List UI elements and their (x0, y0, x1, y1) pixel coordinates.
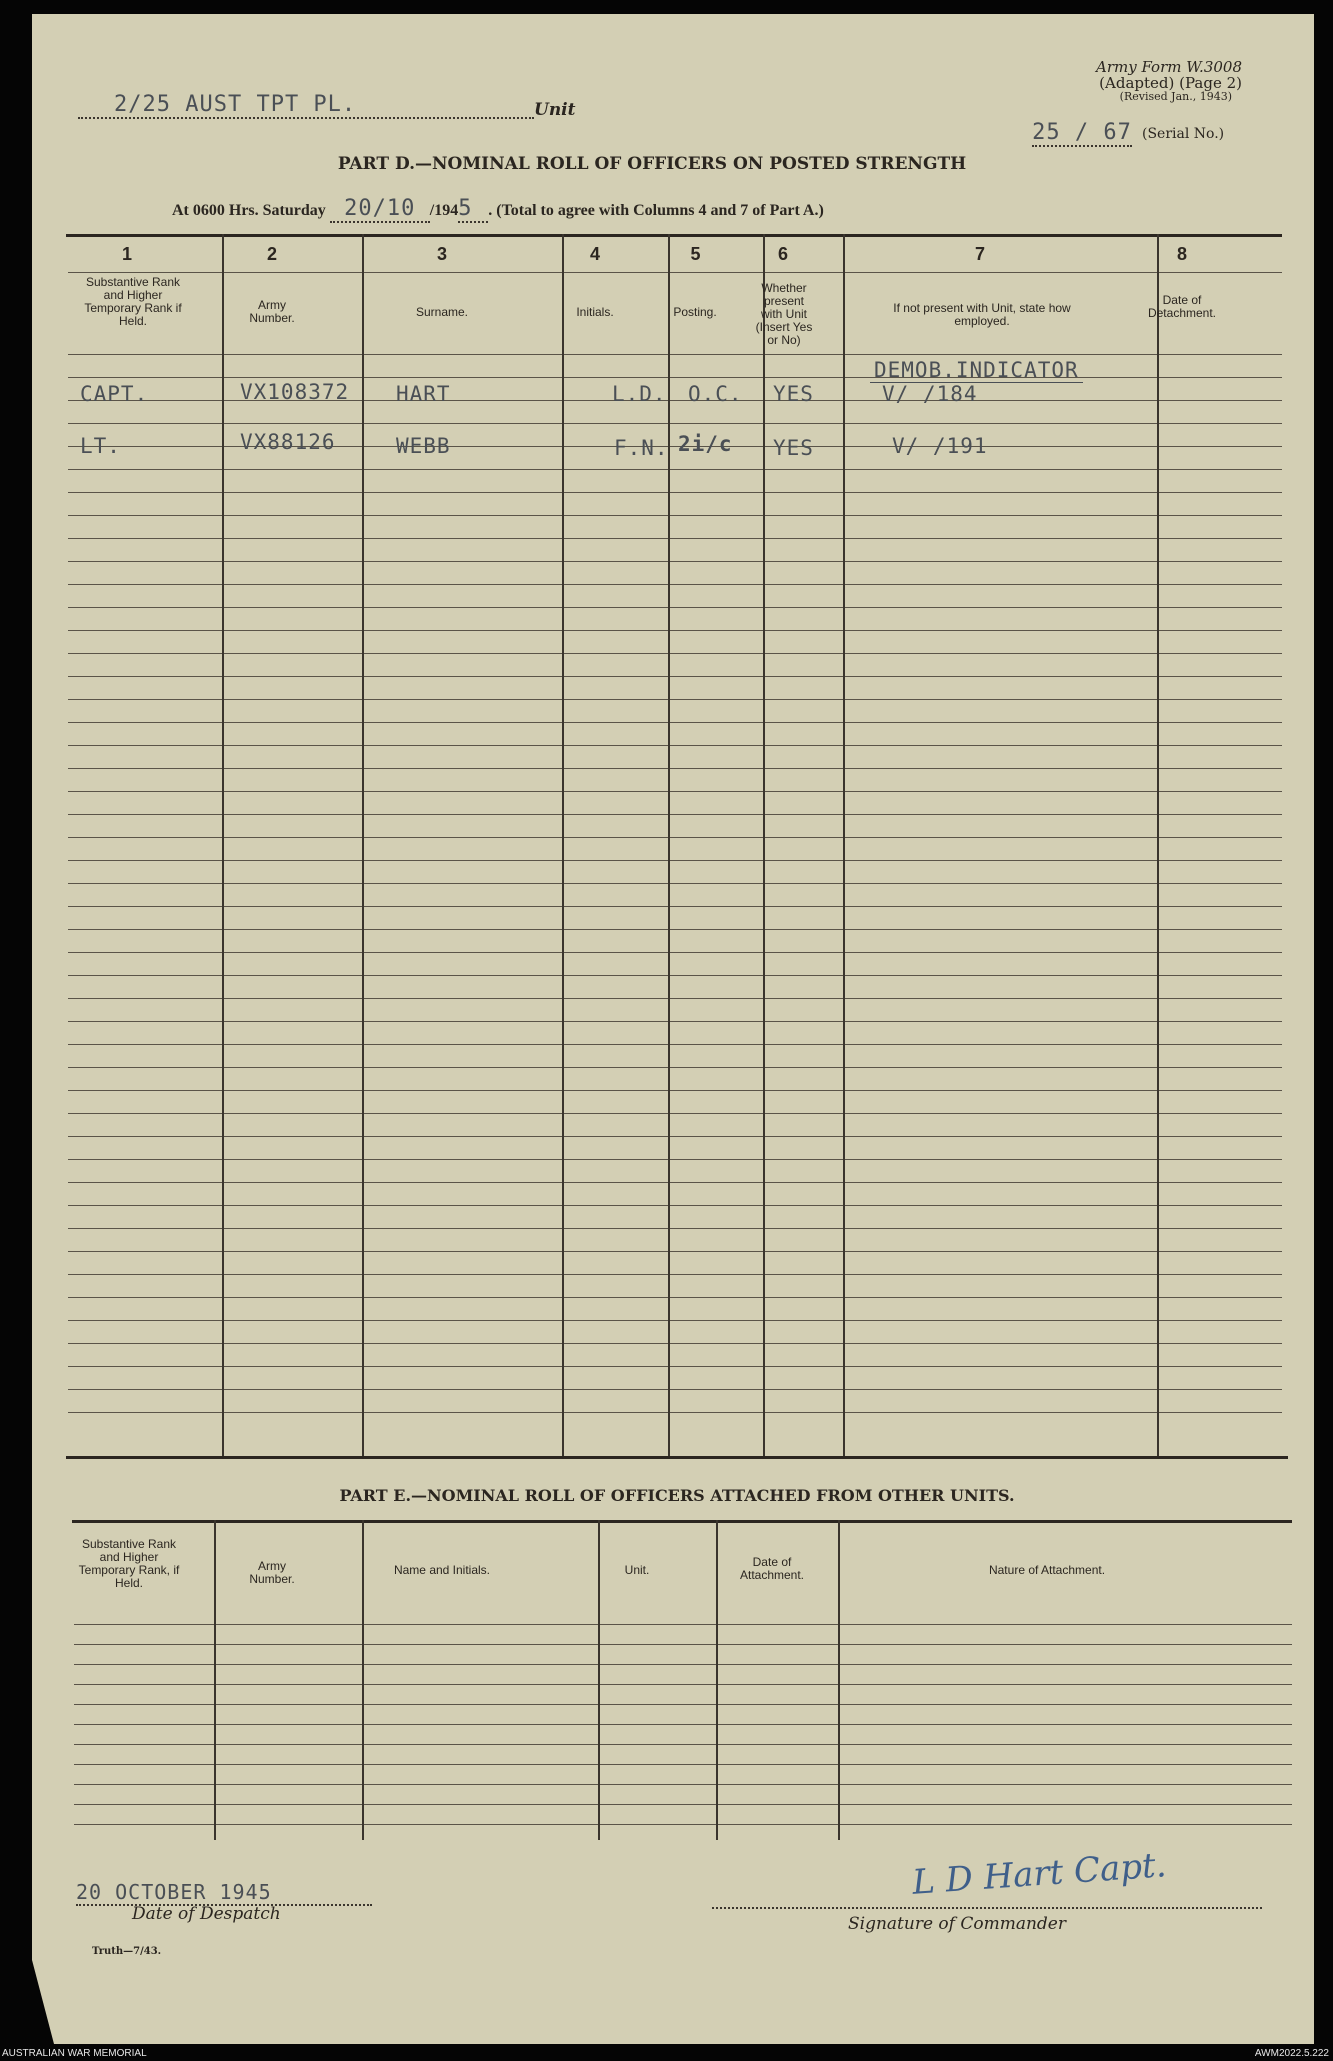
row2-rank: LT. (80, 434, 121, 458)
year-digit: 5 (458, 196, 488, 223)
ruled-line (68, 561, 1282, 562)
row2-initials: F.N. (614, 436, 669, 460)
ruled-line (68, 883, 1282, 884)
column-divider (562, 234, 564, 1456)
col-num-5: 5 (690, 244, 701, 264)
ruled-line (74, 1704, 1292, 1705)
ruled-line (68, 653, 1282, 654)
row2-present: YES (773, 436, 814, 460)
unit-value: 2/25 AUST TPT PL. (78, 92, 534, 119)
ruled-line (68, 929, 1282, 930)
archive-right: AWM2022.5.222 (1254, 2048, 1329, 2059)
ruled-line (68, 814, 1282, 815)
e-header-date-attachment: Date of Attachment. (739, 1555, 805, 1582)
ruled-line (74, 1824, 1292, 1825)
row1-present: YES (773, 382, 814, 406)
column-divider (1157, 234, 1159, 1456)
col-num-8: 8 (1176, 244, 1187, 264)
ruled-line (68, 492, 1282, 493)
ruled-line (68, 768, 1282, 769)
col-header-detachment: Date of Detachment. (1147, 293, 1217, 320)
ruled-line (68, 1251, 1282, 1252)
ruled-line (74, 1744, 1292, 1745)
row1-posting: O.C. (688, 382, 743, 406)
col-num-1: 1 (121, 244, 132, 264)
serial-label: (Serial No.) (1142, 126, 1225, 142)
header-separator (68, 272, 1282, 273)
form-name: Army Form W.3008 (1096, 58, 1242, 76)
e-header-unit: Unit. (624, 1563, 650, 1577)
col-header-posting: Posting. (673, 305, 717, 319)
ruled-line (74, 1684, 1292, 1685)
ruled-line (68, 1343, 1282, 1344)
year-prefix: /194 (429, 202, 459, 219)
col-num-6: 6 (777, 244, 788, 264)
col-header-army-number: Army Number. (249, 298, 295, 325)
ruled-line (68, 699, 1282, 700)
demob-indicator: DEMOB.INDICATOR (870, 358, 1083, 383)
form-page (32, 14, 1314, 2044)
ruled-line (68, 1320, 1282, 1321)
ruled-line (68, 423, 1282, 424)
ruled-line (68, 975, 1282, 976)
form-adapted: (Adapted) (Page 2) (1099, 74, 1242, 92)
ruled-line (68, 1159, 1282, 1160)
ruled-line (68, 676, 1282, 677)
row1-employed: V/ /184 (882, 382, 978, 406)
e-header-army-number: Army Number. (249, 1559, 295, 1586)
row2-army-number: VX88126 (240, 430, 336, 454)
ruled-line (74, 1624, 1292, 1625)
ruled-line (68, 1136, 1282, 1137)
serial-value: 25 / 67 (1032, 120, 1132, 145)
ruled-line (68, 538, 1282, 539)
ruled-line (68, 952, 1282, 953)
archive-left: AUSTRALIAN WAR MEMORIAL (2, 2048, 147, 2059)
part-d-bottom-rule (66, 1456, 1288, 1459)
ruled-line (68, 745, 1282, 746)
row1-army-number: VX108372 (240, 380, 350, 404)
ruled-line (68, 1044, 1282, 1045)
column-divider (843, 234, 845, 1456)
ruled-line (68, 860, 1282, 861)
column-divider (668, 234, 670, 1456)
ruled-line (68, 469, 1282, 470)
ruled-line (68, 1182, 1282, 1183)
ruled-line (68, 1274, 1282, 1275)
ruled-line (68, 630, 1282, 631)
e-header-rank: Substantive Rank and Higher Temporary Rank, if Held. (78, 1537, 180, 1590)
ruled-line (68, 1366, 1282, 1367)
col-header-present: Whether present with Unit (Insert Yes or No) (755, 281, 813, 347)
ruled-line (74, 1724, 1292, 1725)
ruled-line (68, 515, 1282, 516)
col-num-3: 3 (436, 244, 447, 264)
row2-surname: WEBB (396, 434, 451, 458)
part-d-top-rule (66, 234, 1282, 237)
ruled-line (68, 377, 1282, 378)
row1-surname: HART (396, 382, 451, 406)
ruled-line (68, 1021, 1282, 1022)
torn-edge (32, 1960, 54, 2044)
part-e-title: PART E.—NOMINAL ROLL OF OFFICERS ATTACHED FROM OTHER UNITS. (339, 1486, 1015, 1505)
ruled-line (68, 1297, 1282, 1298)
e-header-nature: Nature of Attachment. (988, 1563, 1106, 1577)
row1-rank: CAPT. (80, 382, 149, 406)
col-header-rank: Substantive Rank and Higher Temporary Rank if Held. (84, 275, 182, 328)
part-d-title: PART D.—NOMINAL ROLL OF OFFICERS ON POSTED STRENGTH (337, 154, 967, 174)
strength-date-line (172, 196, 824, 223)
signature-line (712, 1907, 1262, 1909)
col-num-2: 2 (266, 244, 277, 264)
row2-posting: 2i/c (678, 432, 733, 456)
unit-label: Unit (534, 100, 576, 120)
column-divider (214, 1520, 216, 1840)
commander-signature: L D Hart Capt. (910, 1845, 1168, 1903)
e-header-name: Name and Initials. (393, 1563, 491, 1577)
row2-employed: V/ /191 (892, 434, 988, 458)
part-e-top-rule (72, 1520, 1292, 1523)
ruled-line (74, 1804, 1292, 1805)
ruled-line (68, 837, 1282, 838)
ruled-line (68, 998, 1282, 999)
col-num-4: 4 (589, 244, 600, 264)
ruled-line (68, 722, 1282, 723)
ruled-line (68, 1067, 1282, 1068)
col-num-7: 7 (974, 244, 985, 264)
column-divider (763, 234, 765, 1456)
col-header-initials: Initials. (576, 305, 614, 319)
row1-initials: L.D. (612, 382, 667, 406)
at-prefix: At 0600 Hrs. Saturday (172, 202, 326, 219)
ruled-line (74, 1664, 1292, 1665)
ruled-line (74, 1764, 1292, 1765)
ruled-line (68, 607, 1282, 608)
ruled-line (68, 1389, 1282, 1390)
column-divider (362, 234, 364, 1456)
printer-mark: Truth—7/43. (92, 1946, 162, 1957)
ruled-line (74, 1644, 1292, 1645)
ruled-line (68, 1228, 1282, 1229)
date-value: 20/10 (330, 196, 430, 223)
ruled-line (74, 1784, 1292, 1785)
total-note: . (Total to agree with Columns 4 and 7 of Part A.) (488, 202, 824, 219)
ruled-line (68, 906, 1282, 907)
despatch-date: 20 OCTOBER 1945 (76, 1880, 372, 1906)
column-divider (716, 1520, 718, 1840)
ruled-line (68, 1205, 1282, 1206)
ruled-line (68, 1090, 1282, 1091)
column-divider (222, 234, 224, 1456)
ruled-line (68, 1412, 1282, 1413)
ruled-line (68, 584, 1282, 585)
archive-strip (0, 2047, 1333, 2061)
despatch-label: Date of Despatch (132, 1904, 281, 1924)
ruled-line (68, 354, 1282, 355)
signature-label: Signature of Commander (848, 1914, 1066, 1934)
col-header-surname: Surname. (415, 305, 469, 319)
column-divider (838, 1520, 840, 1840)
ruled-line (68, 791, 1282, 792)
col-header-employed: If not present with Unit, state how employed. (893, 301, 1071, 328)
form-revised: (Revised Jan., 1943) (1119, 90, 1232, 103)
ruled-line (68, 1113, 1282, 1114)
